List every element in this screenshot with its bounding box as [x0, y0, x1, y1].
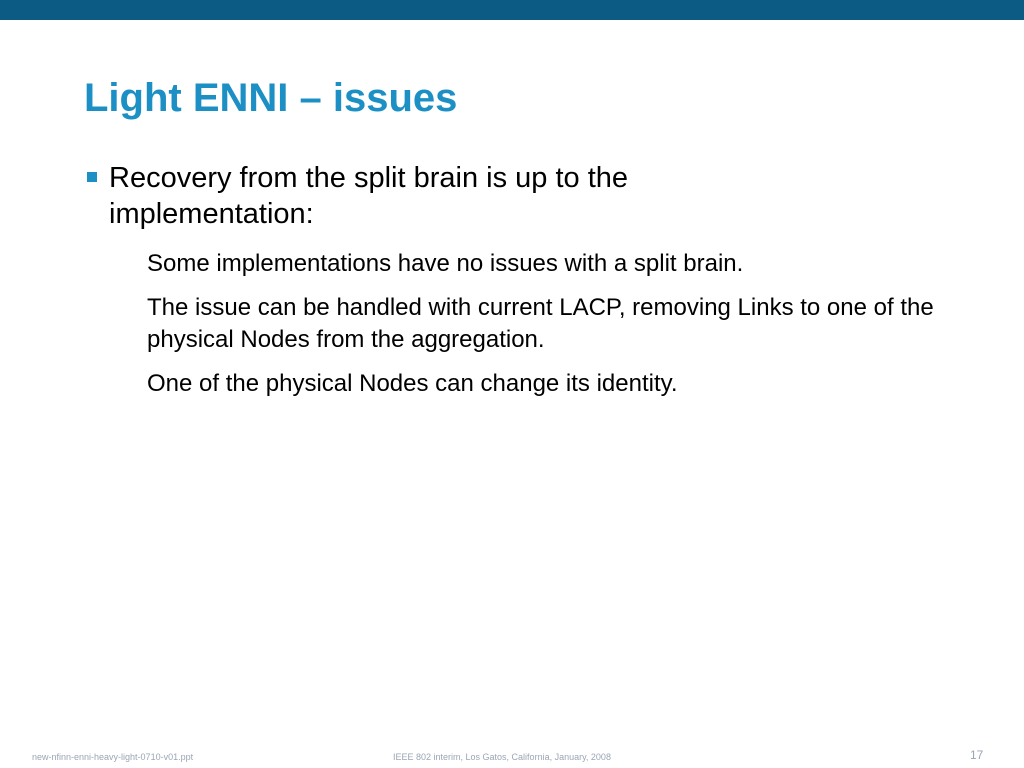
footer-file-name: new-nfinn-enni-heavy-light-0710-v01.ppt	[32, 752, 194, 762]
top-accent-band	[0, 0, 1024, 20]
sub-item-list	[84, 248, 964, 400]
slide-body	[84, 160, 964, 412]
sub-item: Some implementations have no issues with a split brain.	[147, 250, 744, 277]
bullet-text: Recovery from the split brain is up to the implementation:	[109, 162, 629, 230]
square-bullet-icon	[87, 172, 97, 182]
sub-item: The issue can be handled with current LACP, removing Links to one of the physical Nodes from the aggregation.	[147, 294, 934, 353]
slide-title: Light ENNI – issues	[84, 76, 458, 120]
sub-item: One of the physical Nodes can change its identity.	[147, 370, 678, 397]
bullet-item	[84, 160, 964, 232]
footer-event: IEEE 802 interim, Los Gatos, California, January, 2008	[393, 752, 611, 762]
page-number: 17	[970, 748, 984, 762]
